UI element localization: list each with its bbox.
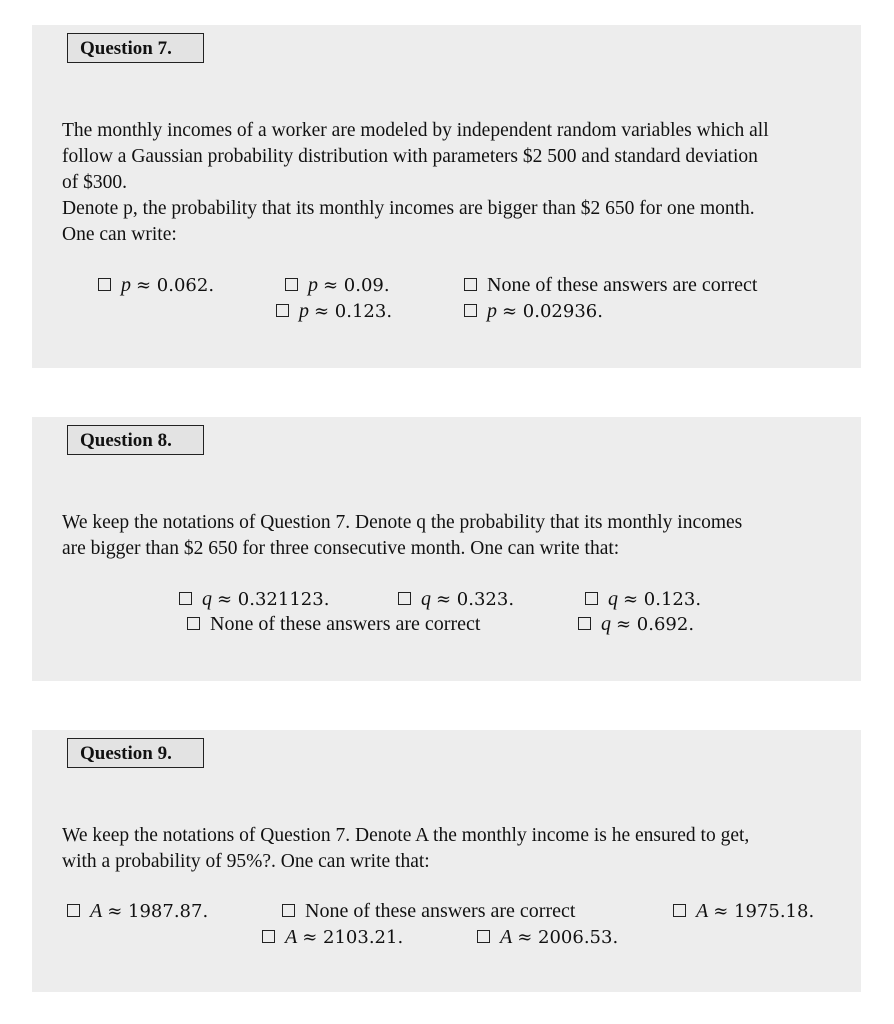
answer-option[interactable]: q ≈ 0.692.	[578, 612, 694, 637]
answer-option[interactable]: p ≈ 0.09.	[285, 273, 390, 298]
answer-option[interactable]: q ≈ 0.321123.	[179, 587, 329, 612]
checkbox-icon[interactable]	[578, 617, 591, 630]
question-title: Question 7.	[67, 33, 204, 63]
checkbox-icon[interactable]	[673, 904, 686, 917]
checkbox-icon[interactable]	[179, 592, 192, 605]
checkbox-icon[interactable]	[585, 592, 598, 605]
answer-option[interactable]: p ≈ 0.02936.	[464, 299, 603, 324]
answer-option[interactable]: A ≈ 1975.18.	[673, 899, 814, 924]
checkbox-icon[interactable]	[464, 304, 477, 317]
question-text: The monthly incomes of a worker are modeled by independent random variables which all follow a Gaussian probability distribution with parameters $2 500 and standard deviation of $300. Denote p, the probability that its monthly incomes are bigger than $2 650 for one month. One can write:	[62, 120, 769, 245]
checkbox-icon[interactable]	[464, 278, 477, 291]
checkbox-icon[interactable]	[285, 278, 298, 291]
checkbox-icon[interactable]	[187, 617, 200, 630]
question-title: Question 8.	[67, 425, 204, 455]
question-8-block	[32, 417, 861, 681]
answer-option[interactable]: A ≈ 2006.53.	[477, 925, 618, 950]
checkbox-icon[interactable]	[262, 930, 275, 943]
question-text: We keep the notations of Question 7. Denote q the probability that its monthly incomes are bigger than $2 650 for three consecutive month. One can write that:	[62, 512, 743, 559]
checkbox-icon[interactable]	[67, 904, 80, 917]
answer-option[interactable]: q ≈ 0.123.	[585, 587, 701, 612]
answer-option[interactable]: A ≈ 1987.87.	[67, 899, 208, 924]
question-9-block	[32, 730, 861, 992]
question-text: We keep the notations of Question 7. Denote A the monthly income is he ensured to get, with a probability of 95%?. One can write that:	[62, 825, 750, 872]
question-title: Question 9.	[67, 738, 204, 768]
answer-option[interactable]: q ≈ 0.323.	[398, 587, 514, 612]
checkbox-icon[interactable]	[477, 930, 490, 943]
checkbox-icon[interactable]	[98, 278, 111, 291]
answer-option[interactable]: p ≈ 0.062.	[98, 273, 214, 298]
question-7-block	[32, 25, 861, 368]
checkbox-icon[interactable]	[276, 304, 289, 317]
answer-option[interactable]: A ≈ 2103.21.	[262, 925, 403, 950]
answer-option[interactable]: None of these answers are correct	[187, 612, 480, 636]
answer-option[interactable]: None of these answers are correct	[464, 273, 757, 297]
checkbox-icon[interactable]	[398, 592, 411, 605]
answer-option[interactable]: p ≈ 0.123.	[276, 299, 392, 324]
answer-option[interactable]: None of these answers are correct	[282, 899, 575, 923]
checkbox-icon[interactable]	[282, 904, 295, 917]
